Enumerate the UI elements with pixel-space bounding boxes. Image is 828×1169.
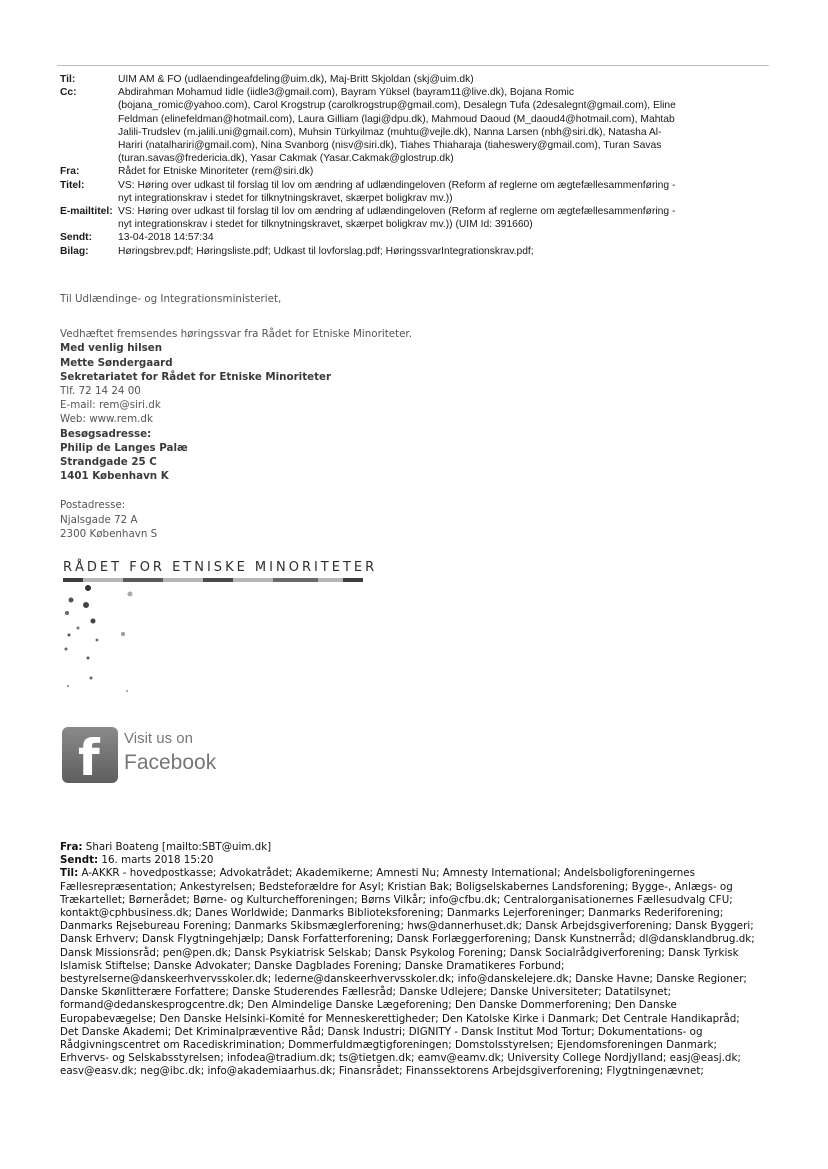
- attach-label: Bilag:: [60, 245, 89, 257]
- fwd-to-line: Islamisk Stiftelse; Danske Advokater; Danske Dagblades Forening; Danske Dramatikeres Forbund;: [60, 959, 565, 972]
- regards: Med venlig hilsen: [60, 342, 163, 355]
- fwd-to-label: Til:: [60, 867, 79, 880]
- postal-address-line: Njalsgade 72 A: [60, 513, 138, 526]
- intro-text: Vedhæftet fremsendes høringssvar fra Rådet for Etniske Minoriteter.: [60, 328, 412, 341]
- visit-address-line: Strandgade 25 C: [60, 456, 157, 469]
- fwd-to-line: Dansk Missionsråd; pen@pen.dk; Dansk Psykiatrisk Selskab; Dansk Psykolog Forening; Dansk Socialrådgiverforening; Dansk Tyrkisk: [60, 946, 739, 959]
- fwd-to-line: Erhvervs- og Selskabsstyrelsen; infodea@tradium.dk; ts@tietgen.dk; eamv@eamv.dk; University College Nordjylland; easj@easj.dk;: [60, 1052, 741, 1065]
- cc-line: (bojana_romic@yahoo.com), Carol Krogstrup (carolkrogstrup@gmail.com), Desalegn Tufa (2desalegnt@gmail.com), Eline: [118, 100, 676, 112]
- sent-line: 13-04-2018 14:57:34: [118, 232, 214, 244]
- greeting: Til Udlændinge- og Integrationsministeriet,: [60, 293, 282, 305]
- from-line: Rådet for Etniske Minoriteter (rem@siri.dk): [118, 166, 314, 178]
- cc-line: Abdirahman Mohamud Iidle (iidle3@gmail.com), Bayram Yüksel (bayram11@live.dk), Bojana Romic: [118, 87, 575, 99]
- email-header: [60, 73, 770, 258]
- facebook-icon: f: [62, 727, 118, 783]
- fwd-to-line: easv@easv.dk; neg@ibc.dk; info@akademiaarhus.dk; Finansrådet; Finanssektorens Arbejdsgiverforening; Flygtningenævnet;: [60, 1065, 704, 1078]
- visit-address-line: 1401 København K: [60, 470, 169, 483]
- to-label: Til:: [60, 74, 76, 85]
- sent-label: Sendt:: [60, 232, 93, 244]
- fwd-to-line: Dansk Erhverv; Dansk Flygtningehjælp; Dansk Forfatterforening; Dansk Forlæggerforening; Dansk Kunstnerråd; dl@dansklandbrug.dk;: [60, 933, 755, 946]
- email-link[interactable]: E-mail: rem@siri.dk: [60, 399, 161, 412]
- attach-row: [60, 245, 770, 258]
- to-line: UIM AM & FO (udlaendingeafdeling@uim.dk), Maj-Britt Skjoldan (skj@uim.dk): [118, 74, 474, 85]
- postal-address-line: 2300 København S: [60, 527, 158, 540]
- fwd-to-line: bestyrelserne@danskeerhvervsskoler.dk; lederne@danskeerhvervsskoler.dk; info@danskelejere.dk; Danske Havne; Danske Regioner;: [60, 973, 747, 986]
- facebook-line2: Facebook: [124, 751, 217, 774]
- cc-row: [60, 86, 770, 165]
- sent-row: [60, 231, 770, 244]
- fwd-to-line: Danmarks Rejsebureau Forening; Danmarks Skibsmæglerforening; hws@dannerhuset.dk; Dansk Arbejdsgiverforening; Dansk Byggeri;: [60, 920, 754, 933]
- forwarded-message: [60, 841, 772, 1079]
- fwd-to-line: Rådgivningscentret om Racediskrimination; Dommerfuldmægtigforeningen; Domstolsstyrelsen; Ejendomsforeningen Danmark;: [60, 1039, 717, 1052]
- fwd-sent: [60, 854, 772, 867]
- title-label: Titel:: [60, 179, 85, 191]
- cc-label: Cc:: [60, 87, 77, 99]
- email-body: [60, 292, 412, 541]
- emailtitle-row: [60, 205, 770, 231]
- fwd-to-line: Det Danske Akademi; Det Kriminalpræventive Råd; Dansk Industri; DIGNITY - Dansk Institut Mod Tortur; Dokumentations- og: [60, 1025, 703, 1038]
- fwd-to-line: Trækartellet; Børnerådet; Børne- og Kulturchefforeningen; Børns Vilkår; info@cfbu.dk; Centralorganisationernes Fællesudvalg CFU;: [60, 893, 733, 906]
- to-row: [60, 73, 770, 86]
- cc-line: (turan.savas@fredericia.dk), Yasar Cakmak (Yasar.Cakmak@glostrup.dk): [118, 153, 454, 165]
- sent-value: [118, 231, 770, 244]
- to-value: [118, 73, 770, 86]
- cc-line: Feldman (elinefeldman@hotmail.com), Laura Gilliam (lagi@dpu.dk), Mahmoud Daoud (M_daoud4@hotmail.com), Mahtab: [118, 113, 675, 125]
- header-rule: [57, 65, 769, 66]
- phone: Tlf. 72 14 24 00: [60, 385, 141, 398]
- logo-dots: [55, 583, 155, 703]
- cc-line: Jalili-Trudslev (m.jalili.uni@gmail.com), Muhsin Türkyilmaz (muhtu@vejle.dk), Nanna Larsen (nbh@siri.dk), Natasha Al-: [118, 126, 662, 138]
- attachments-line: Høringsbrev.pdf; Høringsliste.pdf; Udkast til lovforslag.pdf; HøringssvarIntegrationskrav.pdf;: [118, 245, 534, 257]
- fwd-to-line: formand@dedanskesprogcentre.dk; Den Almindelige Danske Lægeforening; Den Danske Dommerforening; Den Danske: [60, 999, 677, 1012]
- emailtitle-line: VS: Høring over udkast til forslag til lov om ændring af udlændingeloven (Reform af reglerne om ægtefællesammenføring -: [118, 206, 676, 218]
- cc-line: Hariri (natalhariri@gmail.com), Nina Svanborg (nisv@siri.dk), Tiahes Thiaharaja (tiaheswery@gmail.com), Turan Savas: [118, 140, 662, 152]
- logo-title: RÅDET FOR ETNISKE MINORITETER: [63, 560, 378, 575]
- title-line: VS: Høring over udkast til forslag til lov om ændring af udlændingeloven (Reform af reglerne om ægtefællesammenføring -: [118, 179, 676, 191]
- fwd-to: [60, 867, 772, 880]
- attach-value: [118, 245, 770, 258]
- cc-value: [118, 86, 770, 165]
- fwd-from-label: Fra:: [60, 841, 83, 853]
- facebook-line1: Visit us on: [124, 730, 193, 747]
- fwd-to-line: Fællesrepræsentation; Ankestyrelsen; Bedsteforældre for Asyl; Kristian Bak; Boligselskabernes Landsforening; Bygge-, Anlægs- og: [60, 880, 733, 893]
- fwd-sent-value: 16. marts 2018 15:20: [98, 854, 214, 867]
- web-link[interactable]: Web: www.rem.dk: [60, 413, 153, 426]
- fwd-to-line: kontakt@cphbusiness.dk; Danes Worldwide; Danmarks Biblioteksforening; Danmarks Lejerforeninger; Danmarks Rederiforening;: [60, 907, 724, 920]
- visit-address-line: Philip de Langes Palæ: [60, 441, 188, 454]
- from-value: [118, 165, 770, 178]
- title-line: nyt integrationskrav i stedet for tilknytningskravet, skærpet boligkrav mv.)): [118, 192, 453, 204]
- fwd-from: [60, 841, 772, 854]
- from-label: Fra:: [60, 166, 80, 178]
- signature-org: Sekretariatet for Rådet for Etniske Minoriteter: [60, 370, 332, 383]
- signature-name: Mette Søndergaard: [60, 356, 173, 369]
- fwd-from-value: Shari Boateng [mailto:SBT@uim.dk]: [82, 841, 272, 853]
- fwd-to-line: Danske Skønlitterære Forfattere; Danske Studerendes Fællesråd; Danske Udlejere; Danske Universiteter; Datatilsynet;: [60, 986, 672, 999]
- title-value: [118, 179, 770, 205]
- fwd-sent-label: Sendt:: [60, 854, 99, 867]
- visit-address-label: Besøgsadresse:: [60, 427, 152, 440]
- emailtitle-label: E-mailtitel:: [60, 206, 113, 218]
- fwd-to-line: Europabevægelse; Den Danske Helsinki-Komité for Menneskerettigheder; Den Katolske Kirke i Danmark; Det Centrale Handikapråd;: [60, 1012, 740, 1025]
- emailtitle-value: [118, 205, 770, 231]
- title-row: [60, 179, 770, 205]
- from-row: [60, 165, 770, 178]
- emailtitle-line: nyt integrationskrav i stedet for tilknytningskravet, skærpet boligkrav mv.)) (UIM Id: 391660): [118, 219, 533, 231]
- postal-address-label: Postadresse:: [60, 499, 126, 512]
- fwd-to-first: A-AKKR - hovedpostkasse; Advokatrådet; Akademikerne; Amnesti Nu; Amnesty International; Andelsboligforeningernes: [78, 867, 695, 880]
